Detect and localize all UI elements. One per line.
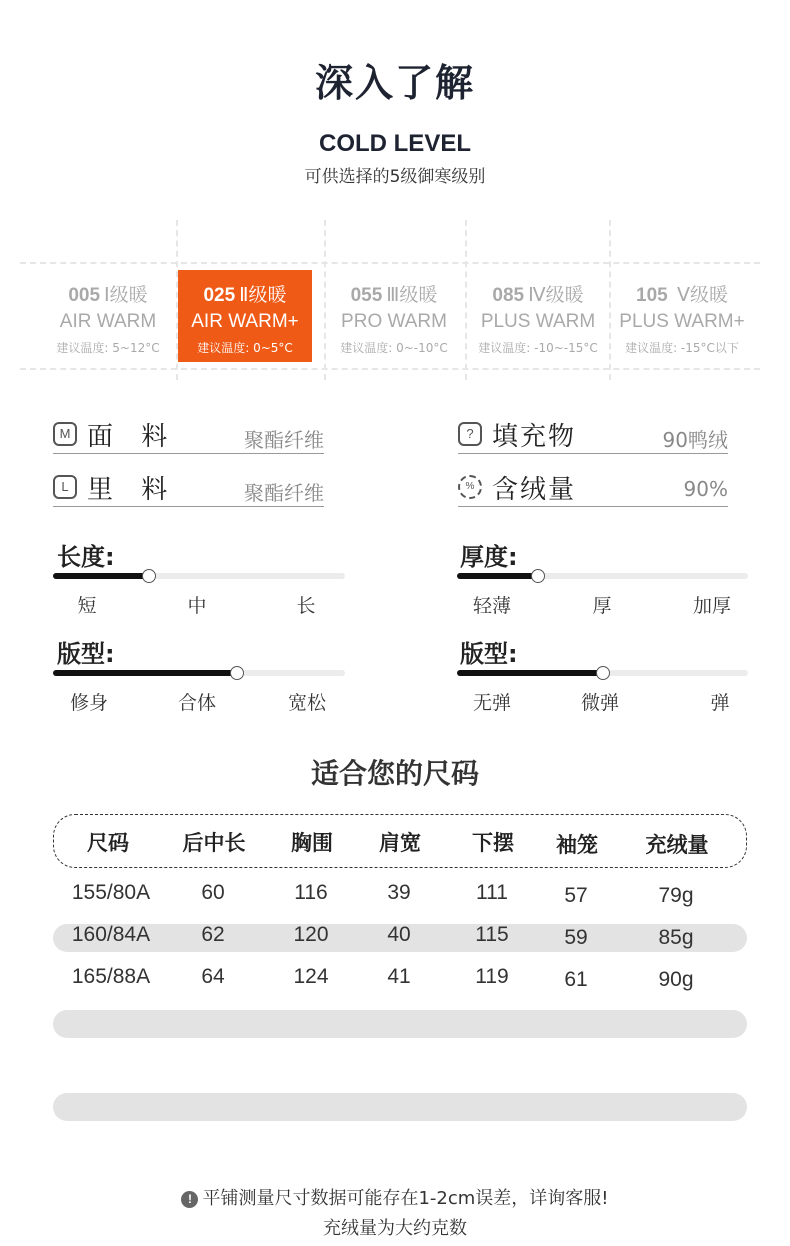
stretch-slider: [457, 670, 748, 676]
level-grade: Ⅳ级暖: [528, 285, 584, 306]
table-row: [53, 882, 747, 910]
lining-icon: L: [53, 475, 77, 499]
level-code: 025: [203, 285, 236, 306]
cell-hem: 119: [475, 965, 509, 988]
length-slider-fill: [53, 573, 149, 579]
length-title: 长度:: [57, 543, 115, 571]
level-item-025: [178, 270, 312, 362]
fit-slider: [53, 670, 345, 676]
header-armhole: 袖笼: [556, 833, 598, 857]
cell-hem: 115: [475, 923, 509, 946]
level-item-005: [48, 270, 168, 362]
measurement-note: [0, 1184, 790, 1210]
material-fabric: [53, 420, 324, 454]
thickness-slider-fill: [457, 573, 538, 579]
header-chest: 胸围: [291, 831, 333, 855]
cell-armhole: 61: [564, 968, 588, 991]
level-item-105: [618, 270, 746, 362]
material-value: 90鸭绒: [662, 428, 728, 452]
header-shoulder: 肩宽: [379, 831, 421, 855]
stretch-label-stretch: 弹: [710, 692, 730, 714]
header-back-length: 后中长: [182, 831, 246, 855]
material-filling: [458, 420, 728, 454]
level-name: PLUS WARM: [480, 311, 596, 332]
fit-label-regular: 合体: [177, 692, 216, 714]
measurement-note-text: 平铺测量尺寸数据可能存在1-2cm误差，详询客服!: [202, 1188, 609, 1209]
cold-level-subtitle: 可供选择的5级御寒级别: [304, 167, 486, 187]
level-grade: Ⅴ级暖: [671, 285, 728, 306]
stretch-label-none: 无弹: [472, 692, 511, 714]
thickness-slider: [457, 573, 748, 579]
material-label: 填充物: [492, 422, 577, 452]
stretch-slider-knob: [596, 666, 610, 680]
length-label-long: 长: [296, 595, 316, 617]
cell-down-fill: 90g: [658, 968, 694, 991]
level-item-085: [472, 270, 604, 362]
cell-size: 165/88A: [71, 965, 151, 988]
level-name: AIR WARM+: [191, 311, 299, 332]
stretch-slider-fill: [457, 670, 603, 676]
page-title: 深入了解: [314, 61, 475, 105]
level-code: 005: [68, 285, 101, 306]
percent-icon: %: [458, 475, 482, 499]
level-code: 105: [636, 285, 668, 306]
fit-title: 版型:: [57, 640, 115, 668]
level-grade: Ⅲ级暖: [386, 285, 438, 306]
level-name: AIR WARM: [59, 311, 157, 332]
cell-size: 160/84A: [71, 923, 151, 946]
level-code: 055: [350, 285, 383, 306]
material-value: 90%: [683, 477, 728, 501]
cell-shoulder: 41: [387, 965, 411, 988]
fit-slider-knob: [230, 666, 244, 680]
grid-line: [20, 368, 760, 370]
thickness-title: 厚度:: [460, 543, 518, 571]
thickness-slider-knob: [531, 569, 545, 583]
material-label: 面 料: [87, 422, 178, 452]
warning-icon: !: [181, 1191, 198, 1208]
grid-line: [324, 220, 326, 380]
cell-chest: 124: [293, 965, 329, 988]
length-label-medium: 中: [187, 595, 207, 617]
stretch-title: 版型:: [460, 640, 518, 668]
fit-label-loose: 宽松: [287, 692, 326, 714]
material-lining: [53, 473, 324, 507]
thickness-label-extra-thick: 加厚: [692, 595, 731, 617]
table-row: [53, 924, 747, 952]
size-table-header: [53, 814, 747, 868]
empty-table-row: [53, 1093, 747, 1121]
stretch-label-slight: 微弹: [580, 692, 619, 714]
cell-shoulder: 39: [387, 881, 411, 904]
level-name: PLUS WARM+: [619, 311, 745, 332]
grid-line: [20, 262, 760, 264]
level-temp: 建议温度: 0~-10°C: [340, 341, 448, 355]
level-temp: 建议温度: 0~5°C: [197, 341, 293, 355]
length-slider-knob: [142, 569, 156, 583]
level-grade: Ⅱ级暖: [239, 285, 287, 306]
cell-armhole: 57: [564, 884, 588, 907]
thickness-label-thin: 轻薄: [472, 595, 511, 617]
cell-chest: 120: [293, 923, 329, 946]
length-slider: [53, 573, 345, 579]
level-temp: 建议温度: -10~-15°C: [478, 341, 598, 355]
cold-level-title: COLD LEVEL: [318, 130, 471, 157]
cell-back-length: 60: [201, 881, 225, 904]
cell-back-length: 64: [201, 965, 225, 988]
fit-slider-fill: [53, 670, 237, 676]
material-value: 聚酯纤维: [244, 481, 324, 505]
level-name: PRO WARM: [341, 311, 447, 332]
table-row: [53, 966, 747, 994]
empty-table-row: [53, 1010, 747, 1038]
cell-back-length: 62: [201, 923, 225, 946]
header-hem: 下摆: [472, 831, 514, 855]
material-label: 里 料: [87, 475, 178, 505]
material-label: 含绒量: [492, 475, 577, 505]
cold-level-strip: [0, 220, 790, 390]
grid-line: [609, 220, 611, 380]
material-value: 聚酯纤维: [244, 428, 324, 452]
thickness-label-thick: 厚: [592, 595, 612, 617]
cell-size: 155/80A: [71, 881, 151, 904]
level-grade: Ⅰ级暖: [104, 285, 148, 306]
level-temp: 建议温度: -15°C以下: [625, 341, 739, 355]
level-code: 085: [492, 285, 525, 306]
level-temp: 建议温度: 5~12°C: [56, 341, 160, 355]
cell-armhole: 59: [564, 926, 588, 949]
header-size: 尺码: [87, 831, 129, 855]
level-item-055: [332, 270, 456, 362]
fit-label-slim: 修身: [69, 692, 108, 714]
material-down-content: [458, 473, 728, 507]
cell-down-fill: 79g: [658, 884, 694, 907]
cell-shoulder: 40: [387, 923, 411, 946]
header-down-fill: 充绒量: [645, 833, 709, 857]
length-label-short: 短: [77, 595, 97, 617]
grid-line: [465, 220, 467, 380]
size-table-title: 适合您的尺码: [310, 757, 479, 790]
filling-icon: ?: [458, 422, 482, 446]
cell-chest: 116: [294, 881, 328, 904]
cell-hem: 111: [476, 881, 508, 904]
cell-down-fill: 85g: [658, 926, 694, 949]
fabric-icon: M: [53, 422, 77, 446]
down-fill-note: 充绒量为大约克数: [323, 1218, 467, 1239]
